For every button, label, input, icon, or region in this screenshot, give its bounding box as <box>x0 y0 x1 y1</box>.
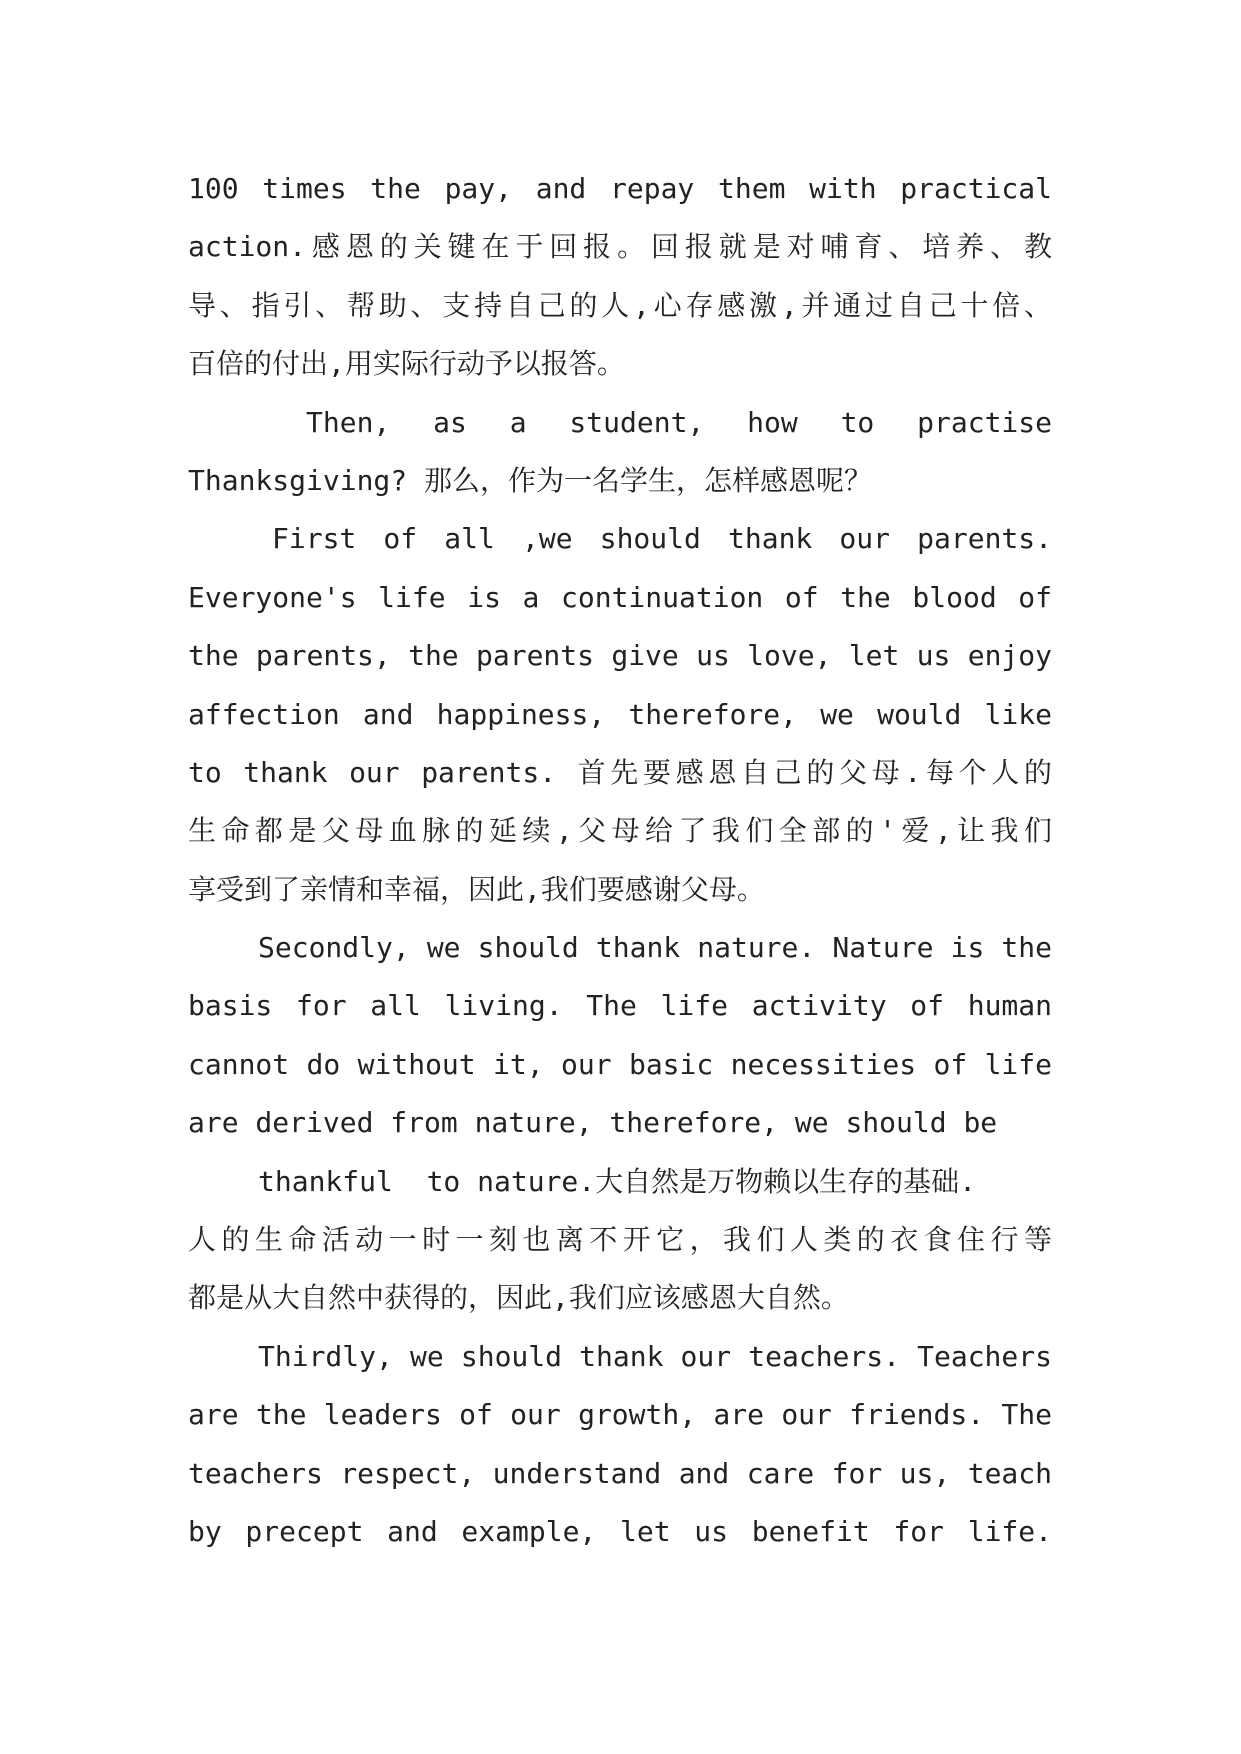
text-line: 百倍的付出,用实际行动予以报答。 <box>188 347 625 381</box>
text-line: are the leaders of our growth, are our friends. The <box>188 1398 1052 1432</box>
text-line: action.感恩的关键在于回报。回报就是对哺育、培养、教 <box>188 230 1052 264</box>
text-line: 享受到了亲情和幸福，因此,我们要感谢父母。 <box>188 872 765 906</box>
paragraph-start-line: Secondly, we should thank nature. Nature is the <box>258 931 1052 965</box>
text-line: teachers respect, understand and care for us, teach <box>188 1456 1052 1490</box>
text-line: 都是从大自然中获得的，因此,我们应该感恩大自然。 <box>188 1281 849 1315</box>
text-line: are derived from nature, therefore, we should be <box>188 1106 998 1140</box>
text-line: Thanksgiving? 那么，作为一名学生，怎样感恩呢？ <box>188 463 873 497</box>
text-line: 人的生命活动一时一刻也离不开它，我们人类的衣食住行等 <box>188 1223 1052 1257</box>
text-line: affection and happiness, therefore, we would like <box>188 697 1052 731</box>
paragraph-start-line: Thirdly, we should thank our teachers. Teachers <box>258 1339 1052 1373</box>
paragraph-start-line: Then, as a student, how to practise <box>306 405 1052 439</box>
text-line: 生命都是父母血脉的延续,父母给了我们全部的'爱,让我们 <box>188 814 1052 848</box>
body-text <box>188 160 1052 1561</box>
text-line: basis for all living. The life activity of human <box>188 989 1052 1023</box>
paragraph-start-line: First of all ,we should thank our parents. <box>272 522 1052 556</box>
text-line: Everyone's life is a continuation of the blood of <box>188 580 1052 614</box>
text-line: 100 times the pay, and repay them with practical <box>188 172 1052 205</box>
text-line: 导、指引、帮助、支持自己的人,心存感激,并通过自己十倍、 <box>188 288 1052 322</box>
text-line: to thank our parents. 首先要感恩自己的父母.每个人的 <box>188 755 1052 789</box>
text-line: cannot do without it, our basic necessities of life <box>188 1047 1052 1081</box>
text-line: the parents, the parents give us love, let us enjoy <box>188 639 1052 673</box>
text-line: by precept and example, let us benefit for life. <box>188 1514 1052 1548</box>
paragraph-start-line: thankful to nature.大自然是万物赖以生存的基础. <box>258 1164 977 1198</box>
